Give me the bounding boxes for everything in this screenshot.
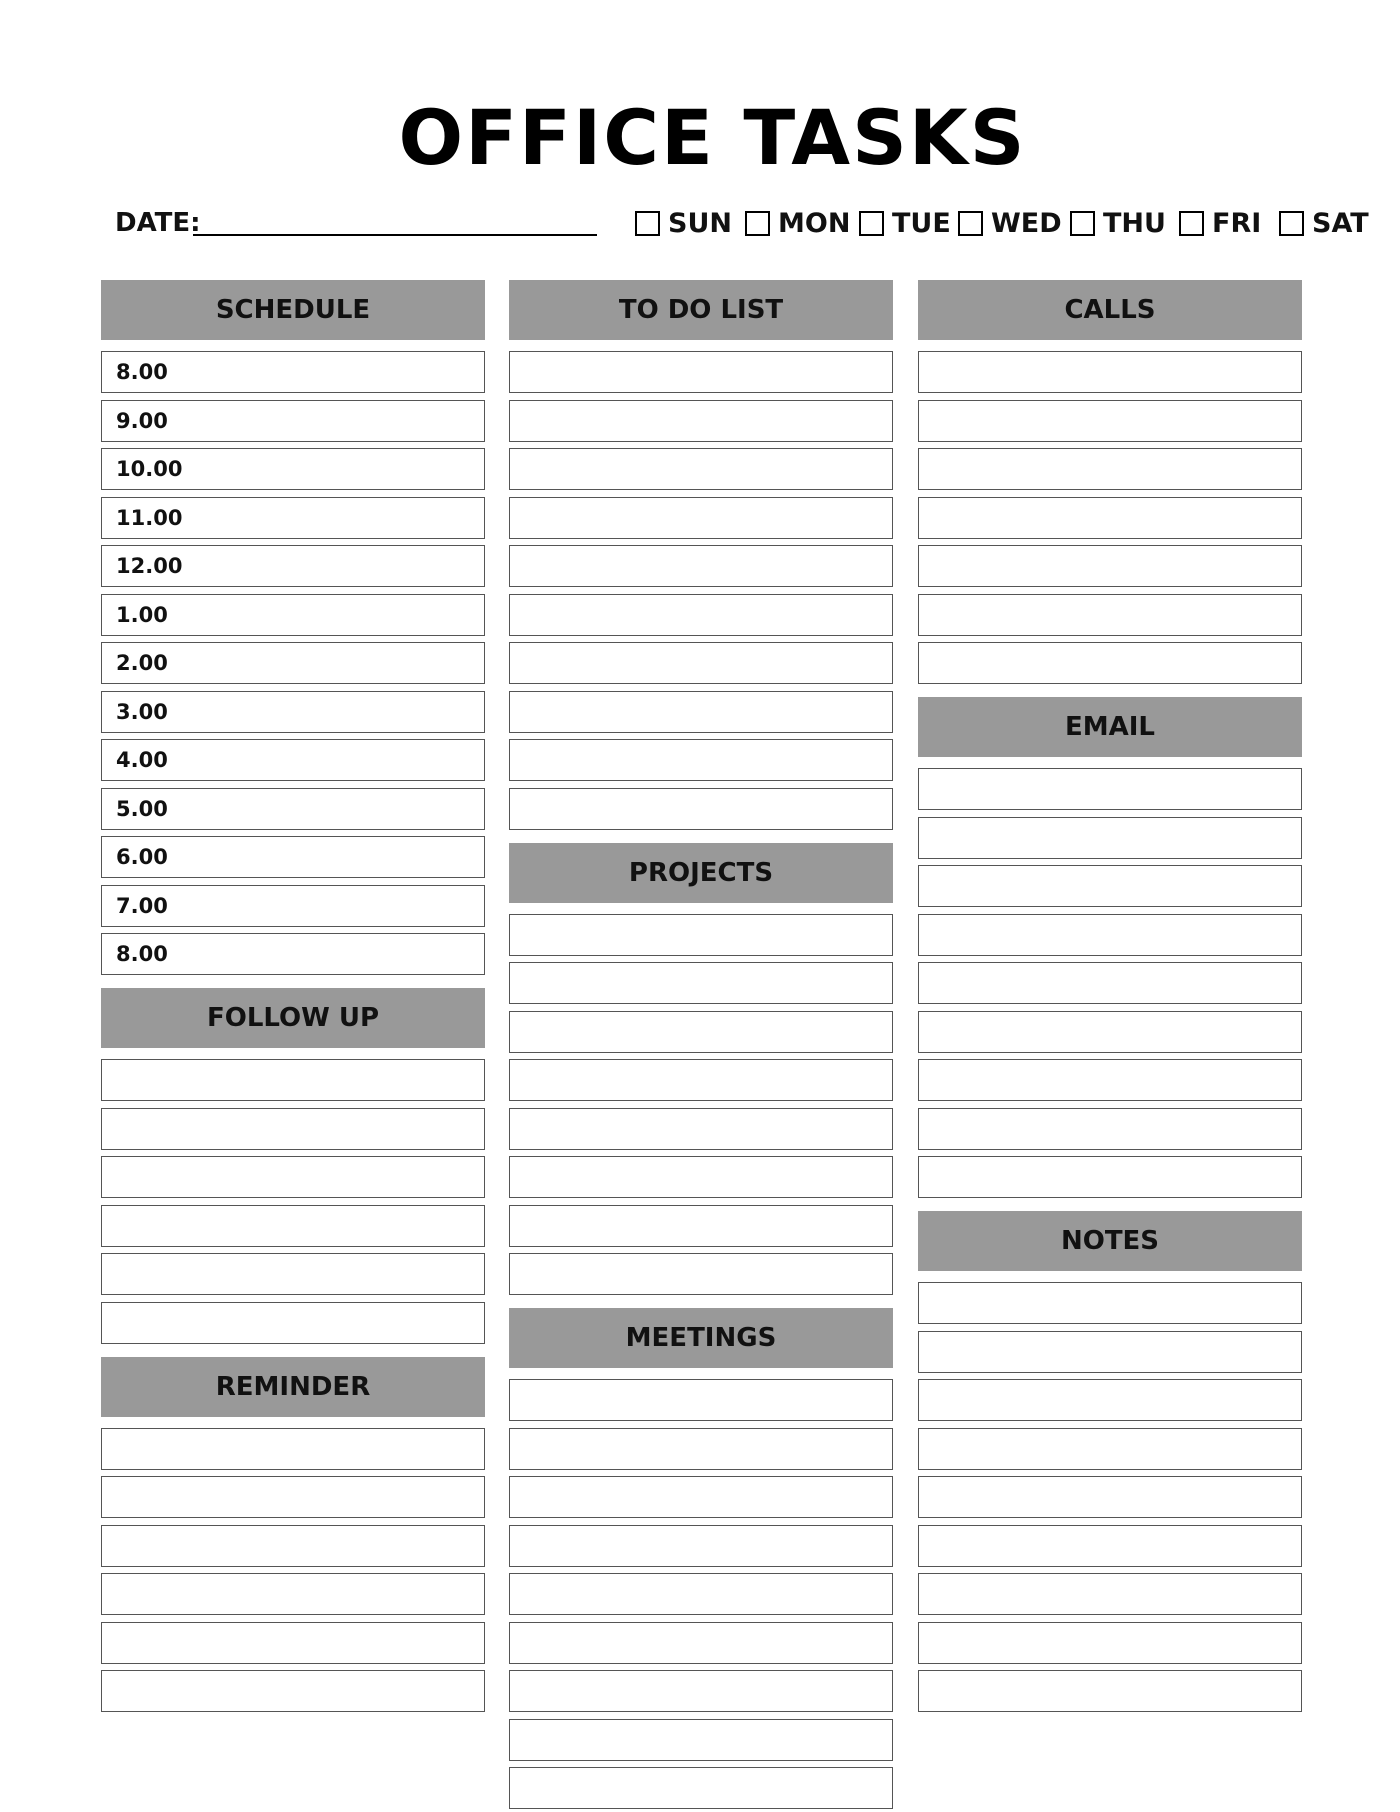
calls-row[interactable] xyxy=(918,497,1302,539)
to-do-list-row[interactable] xyxy=(509,448,893,490)
projects-row[interactable] xyxy=(509,1156,893,1198)
follow-up-row[interactable] xyxy=(101,1253,485,1295)
checkbox-sat[interactable] xyxy=(1279,211,1304,236)
meetings-row[interactable] xyxy=(509,1379,893,1421)
follow-up-header: FOLLOW UP xyxy=(101,988,485,1048)
checkbox-mon[interactable] xyxy=(745,211,770,236)
checkbox-sun[interactable] xyxy=(635,211,660,236)
checkbox-wed[interactable] xyxy=(958,211,983,236)
schedule-row[interactable]: 1.00 xyxy=(101,594,485,636)
email-row[interactable] xyxy=(918,1108,1302,1150)
follow-up-row[interactable] xyxy=(101,1108,485,1150)
to-do-list-row[interactable] xyxy=(509,497,893,539)
notes-row[interactable] xyxy=(918,1670,1302,1712)
day-sun xyxy=(635,208,732,239)
meetings-row[interactable] xyxy=(509,1767,893,1809)
day-tue xyxy=(859,208,951,239)
schedule-row[interactable]: 10.00 xyxy=(101,448,485,490)
reminder-row[interactable] xyxy=(101,1622,485,1664)
projects-row[interactable] xyxy=(509,1011,893,1053)
email-header: EMAIL xyxy=(918,697,1302,757)
to-do-list-row[interactable] xyxy=(509,400,893,442)
schedule-row[interactable]: 2.00 xyxy=(101,642,485,684)
day-label: WED xyxy=(991,208,1062,239)
day-checkboxes xyxy=(520,208,1369,248)
reminder-row[interactable] xyxy=(101,1573,485,1615)
meetings-row[interactable] xyxy=(509,1573,893,1615)
meetings-row[interactable] xyxy=(509,1525,893,1567)
notes-row[interactable] xyxy=(918,1476,1302,1518)
day-wed xyxy=(958,208,1062,239)
notes-row[interactable] xyxy=(918,1622,1302,1664)
day-label: MON xyxy=(778,208,851,239)
to-do-list-row[interactable] xyxy=(509,642,893,684)
day-label: FRI xyxy=(1212,208,1262,239)
notes-row[interactable] xyxy=(918,1525,1302,1567)
email-row[interactable] xyxy=(918,768,1302,810)
calls-row[interactable] xyxy=(918,400,1302,442)
notes-row[interactable] xyxy=(918,1573,1302,1615)
follow-up-row[interactable] xyxy=(101,1059,485,1101)
schedule-header: SCHEDULE xyxy=(101,280,485,340)
calls-row[interactable] xyxy=(918,448,1302,490)
notes-row[interactable] xyxy=(918,1428,1302,1470)
email-row[interactable] xyxy=(918,1011,1302,1053)
schedule-row[interactable]: 7.00 xyxy=(101,885,485,927)
day-mon xyxy=(745,208,850,239)
email-row[interactable] xyxy=(918,914,1302,956)
reminder-row[interactable] xyxy=(101,1428,485,1470)
to-do-list-row[interactable] xyxy=(509,594,893,636)
reminder-row[interactable] xyxy=(101,1476,485,1518)
date-label: DATE: xyxy=(115,208,201,238)
reminder-row[interactable] xyxy=(101,1525,485,1567)
schedule-row[interactable]: 5.00 xyxy=(101,788,485,830)
schedule-row[interactable]: 8.00 xyxy=(101,933,485,975)
to-do-list-row[interactable] xyxy=(509,545,893,587)
day-thu xyxy=(1070,208,1166,239)
to-do-list-row[interactable] xyxy=(509,691,893,733)
to-do-list-row[interactable] xyxy=(509,739,893,781)
day-fri xyxy=(1179,208,1261,239)
projects-header: PROJECTS xyxy=(509,843,893,903)
notes-row[interactable] xyxy=(918,1379,1302,1421)
page-title: OFFICE TASKS xyxy=(398,93,1027,182)
calls-row[interactable] xyxy=(918,545,1302,587)
projects-row[interactable] xyxy=(509,1253,893,1295)
projects-row[interactable] xyxy=(509,914,893,956)
notes-row[interactable] xyxy=(918,1331,1302,1373)
meetings-header: MEETINGS xyxy=(509,1308,893,1368)
to-do-list-header: TO DO LIST xyxy=(509,280,893,340)
follow-up-row[interactable] xyxy=(101,1156,485,1198)
email-row[interactable] xyxy=(918,962,1302,1004)
email-row[interactable] xyxy=(918,865,1302,907)
schedule-row[interactable]: 3.00 xyxy=(101,691,485,733)
meetings-row[interactable] xyxy=(509,1622,893,1664)
calls-header: CALLS xyxy=(918,280,1302,340)
day-label: TUE xyxy=(892,208,951,239)
meetings-row[interactable] xyxy=(509,1428,893,1470)
follow-up-row[interactable] xyxy=(101,1205,485,1247)
projects-row[interactable] xyxy=(509,1059,893,1101)
meetings-row[interactable] xyxy=(509,1476,893,1518)
checkbox-thu[interactable] xyxy=(1070,211,1095,236)
reminder-row[interactable] xyxy=(101,1670,485,1712)
projects-row[interactable] xyxy=(509,1108,893,1150)
notes-row[interactable] xyxy=(918,1282,1302,1324)
schedule-row[interactable]: 11.00 xyxy=(101,497,485,539)
schedule-row[interactable]: 12.00 xyxy=(101,545,485,587)
notes-header: NOTES xyxy=(918,1211,1302,1271)
schedule-row[interactable]: 4.00 xyxy=(101,739,485,781)
schedule-row[interactable]: 9.00 xyxy=(101,400,485,442)
projects-row[interactable] xyxy=(509,1205,893,1247)
email-row[interactable] xyxy=(918,1156,1302,1198)
meetings-row[interactable] xyxy=(509,1670,893,1712)
follow-up-row[interactable] xyxy=(101,1302,485,1344)
to-do-list-row[interactable] xyxy=(509,788,893,830)
to-do-list-row[interactable] xyxy=(509,351,893,393)
date-row xyxy=(115,208,1369,248)
email-row[interactable] xyxy=(918,1059,1302,1101)
schedule-row[interactable]: 6.00 xyxy=(101,836,485,878)
calls-row[interactable] xyxy=(918,594,1302,636)
schedule-row[interactable]: 8.00 xyxy=(101,351,485,393)
projects-row[interactable] xyxy=(509,962,893,1004)
day-sat xyxy=(1279,208,1369,239)
calls-row[interactable] xyxy=(918,351,1302,393)
meetings-row[interactable] xyxy=(509,1719,893,1761)
day-label: SAT xyxy=(1312,208,1369,239)
day-label: SUN xyxy=(668,208,732,239)
email-row[interactable] xyxy=(918,817,1302,859)
calls-row[interactable] xyxy=(918,642,1302,684)
checkbox-fri[interactable] xyxy=(1179,211,1204,236)
day-label: THU xyxy=(1103,208,1166,239)
reminder-header: REMINDER xyxy=(101,1357,485,1417)
checkbox-tue[interactable] xyxy=(859,211,884,236)
